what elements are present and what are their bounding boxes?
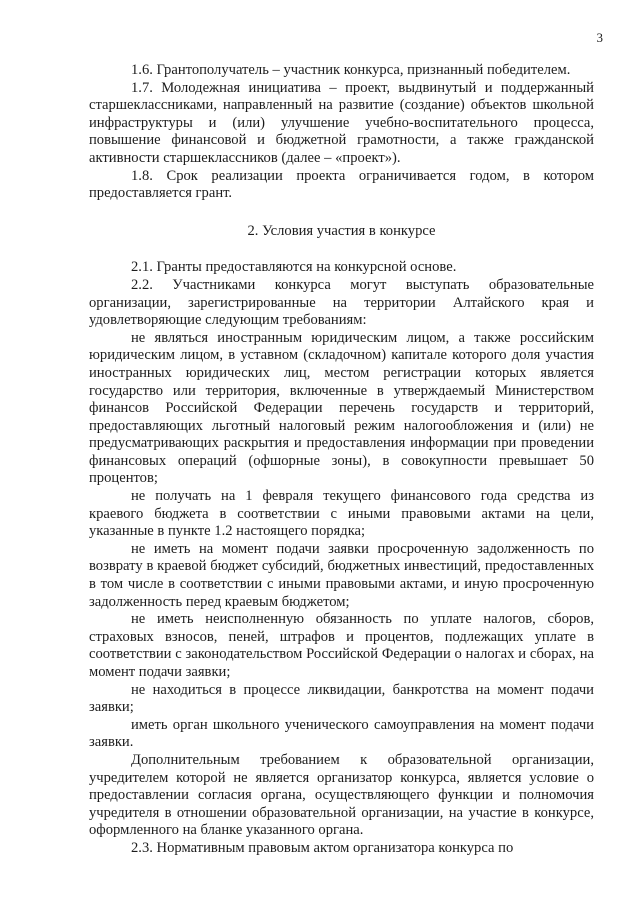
- requirement-no-tax-arrears: не иметь неисполненную обязанность по уплате налогов, сборов, страховых взносов, пеней, штрафов и процентов, подлежащих уплате в соответствии с законодательством Российской Федерации о налогах и сборах, на момент подачи заявки;: [89, 611, 594, 680]
- requirement-not-foreign: не являться иностранным юридическим лицом, а также российским юридическим лицом, в уставном (складочном) капитале которого доля участия иностранных юридических лиц, местом регистрации которых является государство или территория, включенные в утверждаемый Министерством финансов Российской Федерации перечень государств и территорий, предоставляющих льготный налоговый режим налогообложения и (или) не предусматривающих раскрытия и предоставления информации при проведении финансовых операций (офшорные зоны), в совокупности превышает 50 процентов;: [89, 329, 594, 487]
- additional-requirement: Дополнительным требованием к образовательной организации, учредителем которой не является организатор конкурса, является условие о предоставлении согласия органа, осуществляющего функции и полномочия учредителя в отношении образовательной организации, на участие в конкурсе, оформленного на бланке указанного органа.: [89, 751, 594, 839]
- paragraph-1-6: 1.6. Грантополучатель – участник конкурса, признанный победителем.: [131, 62, 571, 78]
- document-body: [89, 62, 594, 858]
- paragraph-2-1: 2.1. Гранты предоставляются на конкурсной основе.: [131, 259, 457, 276]
- paragraph-1-7: 1.7. Молодежная инициатива – проект, выдвинутый и поддержанный старшеклассниками, направленный на развитие (создание) объектов школьной инфраструктуры и (или) улучшение учебно-воспитательного процесса, повышение финансовой и бюджетной грамотности, а также гражданской активности старшеклассников (далее – «проект»).: [89, 79, 594, 166]
- section-heading-conditions: 2. Условия участия в конкурсе: [247, 222, 436, 239]
- page-number: 3: [596, 30, 603, 45]
- paragraph-2-3: 2.3. Нормативным правовым актом организатора конкурса по: [131, 839, 514, 856]
- requirement-not-liquidating: не находиться в процессе ликвидации, банкротства на момент подачи заявки;: [89, 681, 594, 716]
- requirement-no-regional-funds: не получать на 1 февраля текущего финансового года средства из краевого бюджета в соответствии с иными правовыми актами на цели, указанные в пункте 1.2 настоящего порядка;: [89, 488, 594, 540]
- paragraph-2-2: 2.2. Участниками конкурса могут выступать образовательные организации, зарегистрированные на территории Алтайского края и удовлетворяющие следующим требованиям:: [89, 276, 594, 329]
- paragraph-1-8: 1.8. Срок реализации проекта ограничивается годом, в котором предоставляется грант.: [89, 167, 594, 202]
- requirement-no-overdue-debt: не иметь на момент подачи заявки просроченную задолженность по возврату в краевой бюджет субсидий, бюджетных инвестиций, предоставленных в том числе в соответствии с иными правовыми актами, и иную просроченную задолженность перед краевым бюджетом;: [89, 540, 594, 610]
- requirement-student-government: иметь орган школьного ученического самоуправления на момент подачи заявки.: [89, 716, 594, 751]
